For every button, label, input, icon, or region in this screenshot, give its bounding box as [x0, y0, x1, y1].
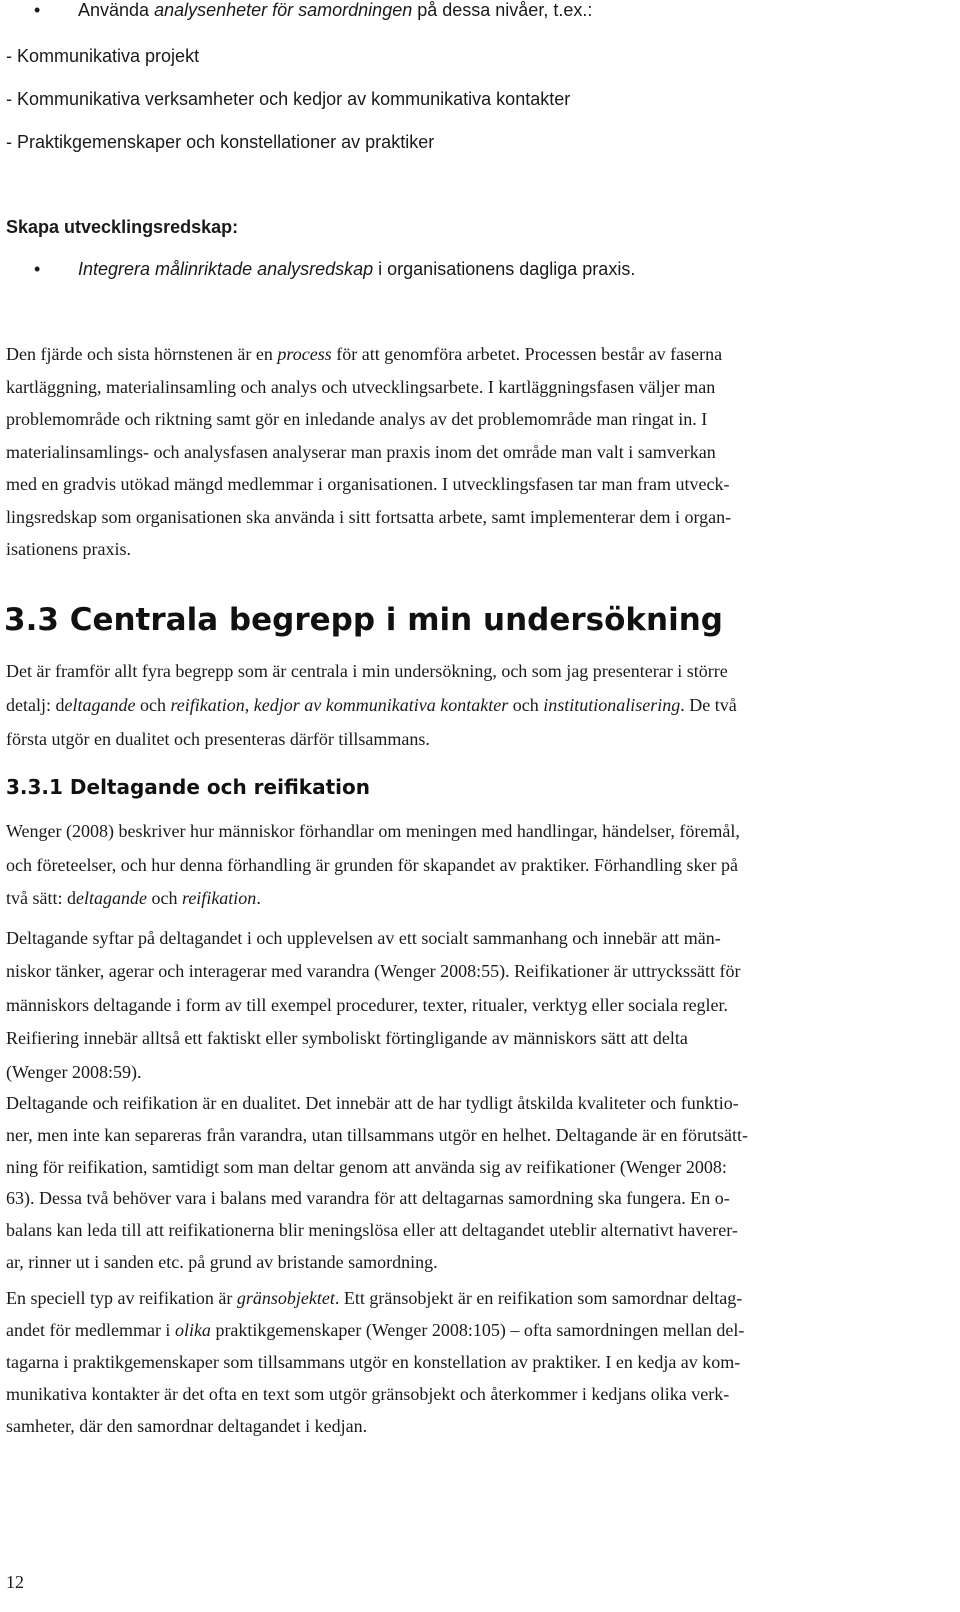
- text: Den fjärde och sista hörnstenen är en: [6, 344, 278, 364]
- section-heading-3-3-1: 3.3.1 Deltagande och reifikation: [6, 775, 370, 799]
- text-line: ning för reifikation, samtidigt som man deltar genom att använda sig av reifikationer (Wenger 2008:: [6, 1156, 727, 1177]
- bullet-text-em: Integrera målinriktade analysredskap: [78, 259, 374, 279]
- text-em: process: [277, 344, 332, 364]
- text: och: [508, 695, 544, 715]
- text: två sätt: d: [6, 888, 76, 908]
- text-em: institutionalisering: [543, 695, 681, 715]
- skapa-heading: Skapa utvecklingsredskap:: [6, 217, 239, 237]
- text-line: Deltagande syftar på deltagandet i och upplevelsen av ett socialt sammanhang och innebär att män-: [6, 928, 721, 948]
- text: och: [135, 695, 171, 715]
- text-em: reifikation: [170, 695, 245, 715]
- text-line: problemområde och riktning samt gör en inledande analys av det problemområde man ringat in. I: [6, 409, 708, 429]
- text-em: eltagande: [64, 695, 136, 715]
- text: . Ett gränsobjekt är en reifikation som samordnar deltag-: [334, 1288, 743, 1308]
- text-line: med en gradvis utökad mängd medlemmar i organisationen. I utvecklingsfasen tar man fram utveck-: [6, 474, 730, 494]
- text-line: materialinsamlings- och analysfasen analyserar man praxis inom det område man valt i samverkan: [6, 441, 716, 462]
- text: för att genomföra arbetet. Processen består av faserna: [331, 344, 723, 364]
- text: . De två: [680, 695, 737, 715]
- text-em: gränsobjektet: [236, 1288, 335, 1308]
- text-line: Wenger (2008) beskriver hur människor förhandlar om meningen med handlingar, händelser, föremål,: [6, 821, 740, 841]
- dash-list: [6, 35, 570, 164]
- text-em: reifikation: [181, 888, 257, 908]
- text-line: munikativa kontakter är det ofta en text som utgör gränsobjekt och återkommer i kedjans olika verk-: [6, 1384, 730, 1404]
- dash-item: - Kommunikativa projekt: [6, 46, 200, 66]
- text-line: lingsredskap som organisationen ska använda i sitt fortsatta arbete, samt implementerar dem i organ-: [6, 506, 732, 527]
- paragraph-deltagande-syftar: [6, 922, 741, 1089]
- text: andet för medlemmar i: [6, 1320, 175, 1340]
- bullet-text-post: i organisationens dagliga praxis.: [373, 259, 636, 279]
- text-em: kedjor av kommunikativa kontakter: [253, 695, 509, 715]
- text-line: niskor tänker, agerar och interagerar med varandra (Wenger 2008:55). Reifikationer är uttryckssätt för: [6, 961, 741, 982]
- text-line: ar, rinner ut i sanden etc. på grund av bristande samordning.: [6, 1251, 438, 1272]
- bullet-analysenheter: [6, 0, 960, 26]
- text-line: kartläggning, materialinsamling och analys och utvecklingsarbete. I kartläggningsfasen väljer man: [6, 376, 716, 397]
- bullet-text-post: på dessa nivåer, t.ex.:: [412, 0, 593, 20]
- text-line: balans kan leda till att reifikationerna blir meningslösa eller att deltagandet uteblir alternativt haverer-: [6, 1220, 738, 1241]
- bullet-text-em: analysenheter för samordningen: [154, 0, 413, 20]
- paragraph-wenger: [6, 815, 740, 916]
- page-number: 12: [6, 1572, 24, 1592]
- text-line: första utgör en dualitet och presenteras därför tillsammans.: [6, 729, 430, 749]
- text-em: olika: [174, 1320, 211, 1340]
- text-line: 63). Dessa två behöver vara i balans med varandra för att deltagarnas samordning ska fungera. En o-: [6, 1188, 730, 1209]
- bullet-integrera: [6, 253, 960, 285]
- text-line: Det är framför allt fyra begrepp som är centrala i min undersökning, och som jag presenterar i större: [6, 661, 728, 681]
- text: ,: [244, 695, 254, 715]
- text-line: Reifiering innebär alltså ett faktiskt eller symboliskt förtingligande av människors sätt att delta: [6, 1028, 688, 1049]
- paragraph-dualitet: [6, 1088, 748, 1279]
- text-line: isationens praxis.: [6, 539, 131, 559]
- dash-item: - Praktikgemenskaper och konstellationer av praktiker: [6, 132, 435, 152]
- text-line: Deltagande och reifikation är en dualitet. Det innebär att de har tydligt åtskilda kvaliteter och funktio-: [6, 1093, 739, 1113]
- text-line: samheter, där den samordnar deltagandet i kedjan.: [6, 1416, 368, 1436]
- paragraph-3-3: [6, 654, 737, 756]
- bullet-icon: •: [34, 0, 41, 20]
- paragraph-process: [6, 338, 731, 566]
- text-line: tagarna i praktikgemenskaper som tillsammans utgör en konstellation av praktiker. I en kedja av kom-: [6, 1352, 741, 1372]
- text: En speciell typ av reifikation är: [6, 1288, 237, 1308]
- text-em: eltagande: [76, 888, 147, 908]
- text: .: [256, 888, 261, 908]
- text-line: (Wenger 2008:59).: [6, 1061, 142, 1082]
- section-heading-3-3: 3.3 Centrala begrepp i min undersökning: [4, 602, 723, 638]
- text-line: människors deltagande i form av till exempel procedurer, texter, ritualer, verktyg eller sociala regler.: [6, 994, 729, 1015]
- bullet-icon: •: [34, 259, 41, 279]
- bullet-text-pre: Använda: [78, 0, 155, 20]
- dash-item: - Kommunikativa verksamheter och kedjor av kommunikativa kontakter: [6, 89, 571, 109]
- text-line: och företeelser, och hur denna förhandling är grunden för skapandet av praktiker. Förhandling sker på: [6, 854, 739, 875]
- text-line: ner, men inte kan separeras från varandra, utan tillsammans utgör en helhet. Deltagande är en förutsätt-: [6, 1124, 748, 1145]
- text: detalj: d: [6, 695, 65, 715]
- text: och: [146, 888, 182, 908]
- paragraph-gransobjekt: [6, 1282, 744, 1442]
- text: praktikgemenskaper (Wenger 2008:105) – ofta samordningen mellan del-: [210, 1320, 745, 1340]
